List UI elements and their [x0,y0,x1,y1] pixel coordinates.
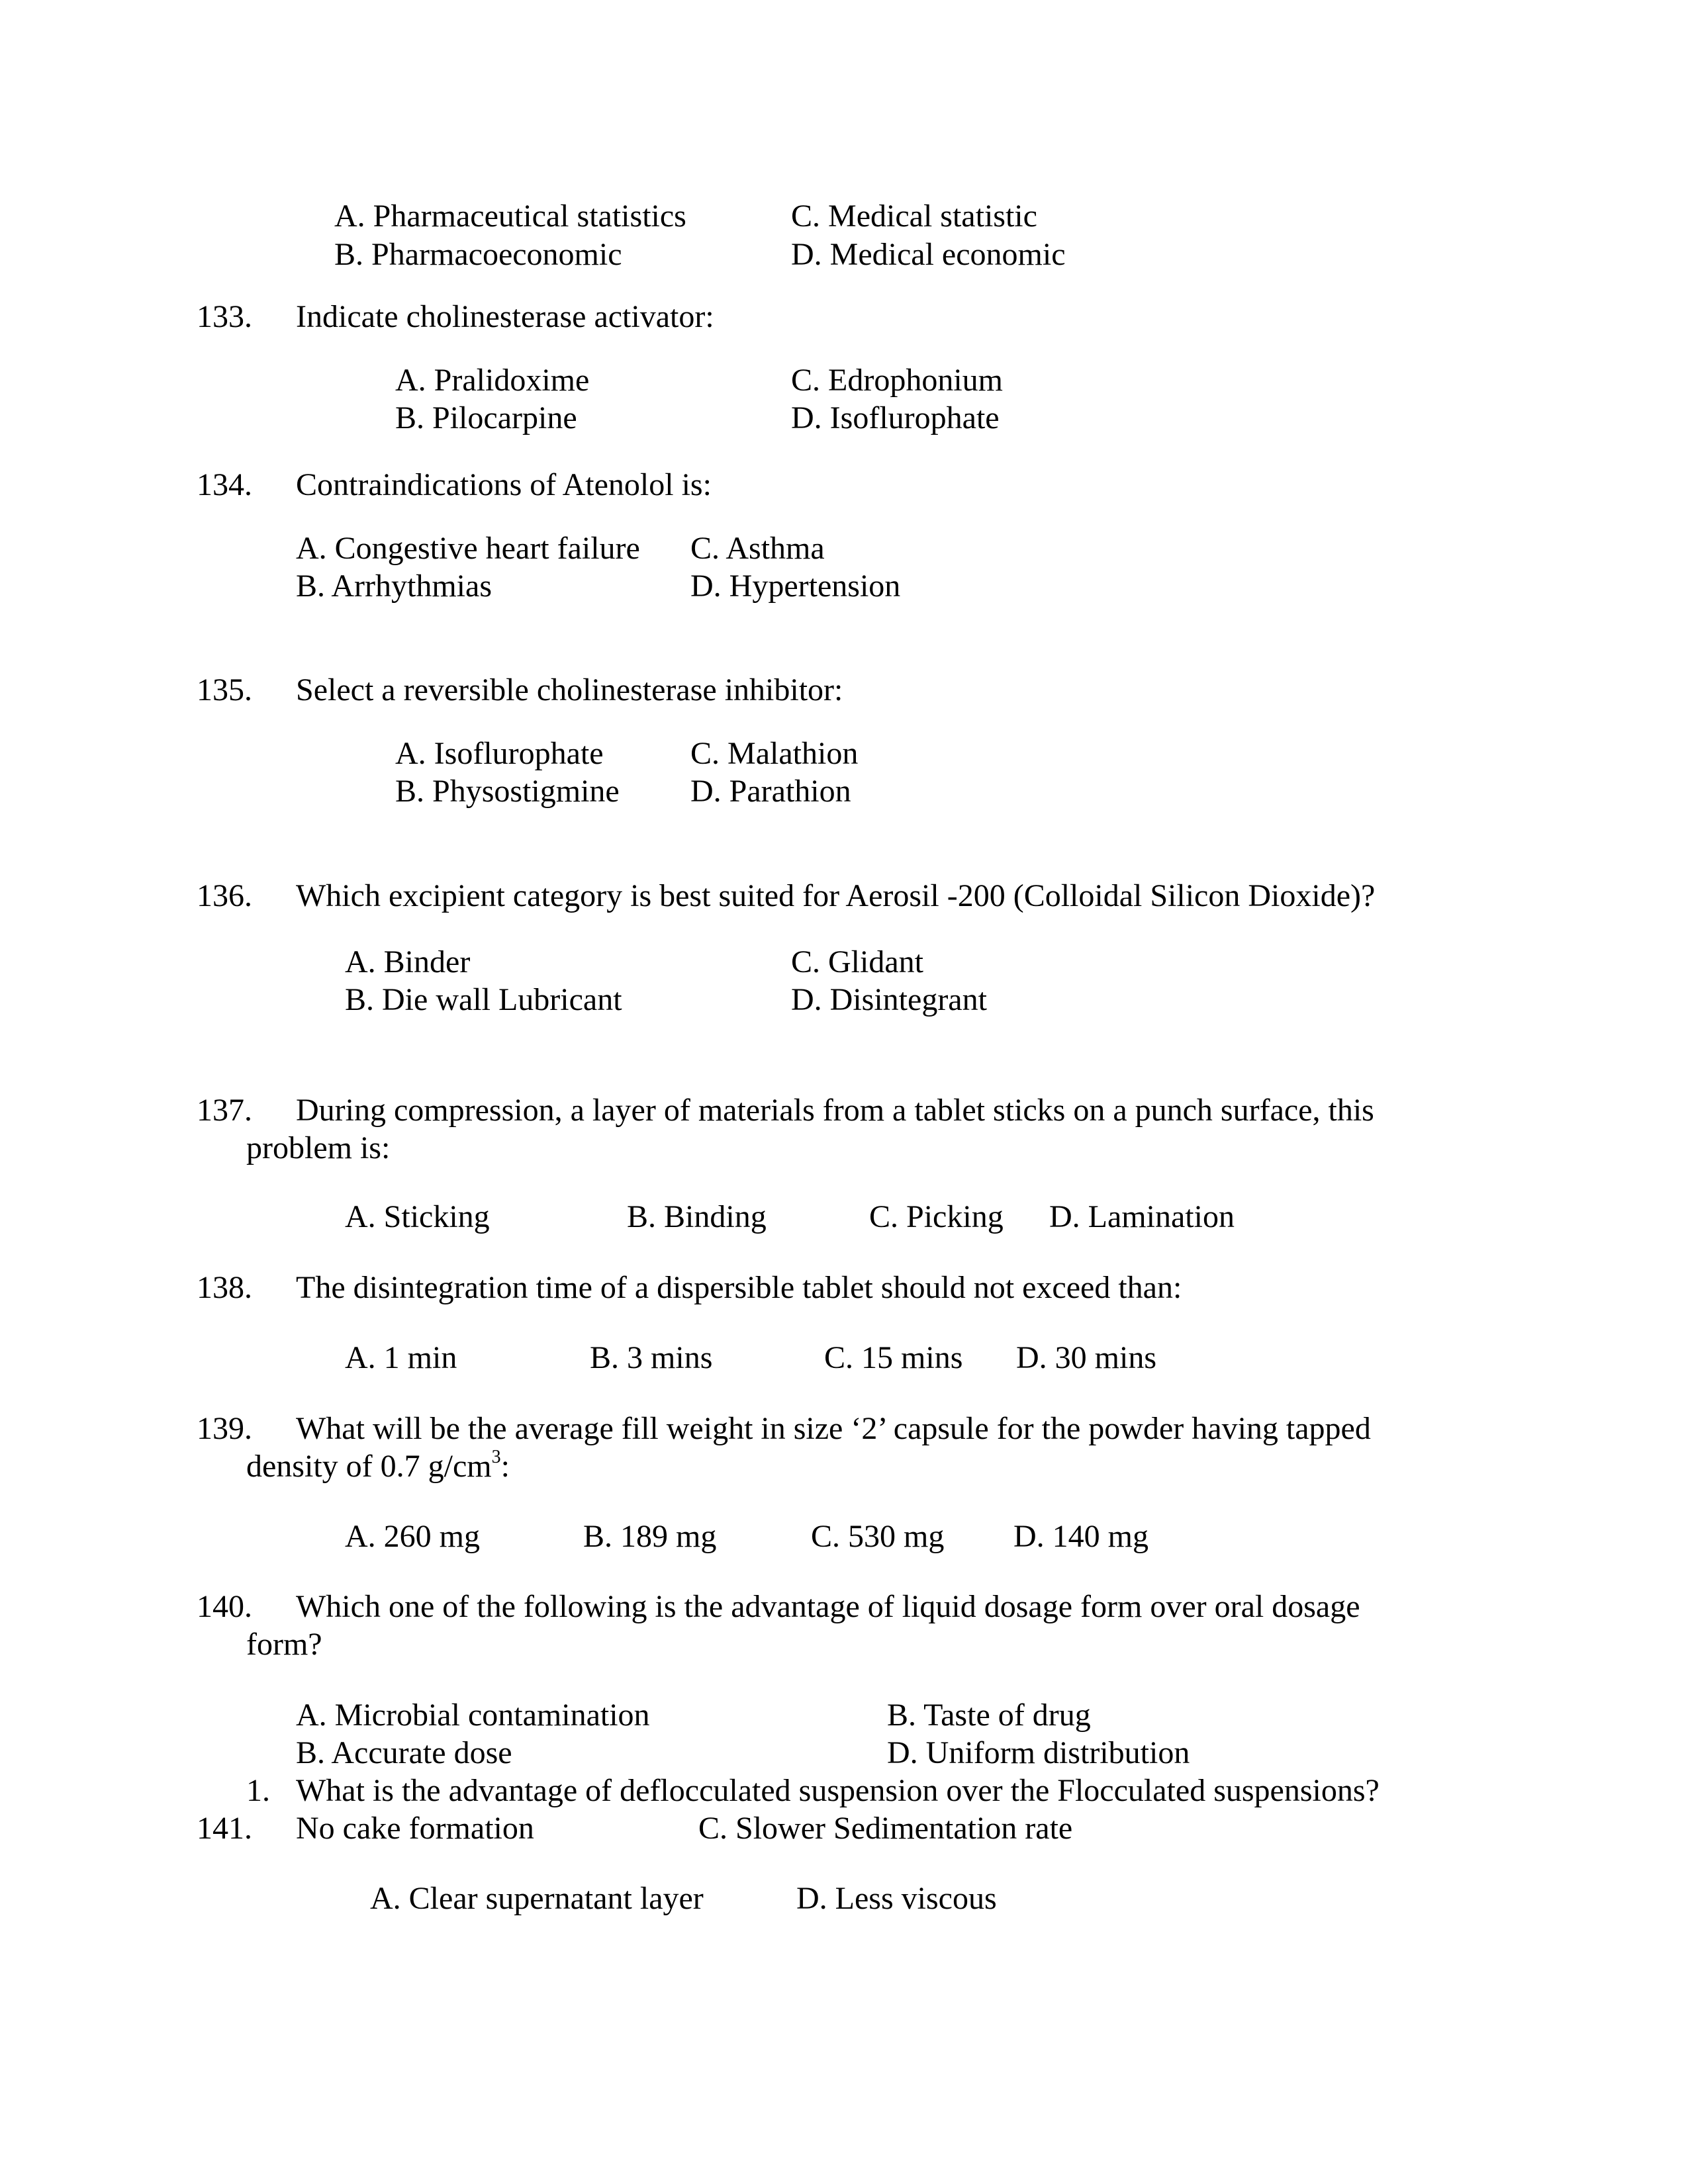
q135-option-c: C. Malathion [690,736,859,771]
q140-option-b: B. Accurate dose [296,1735,512,1770]
q135-question: Select a reversible cholinesterase inhibitor: [296,672,843,707]
q137-option-c: C. Picking [869,1199,1004,1234]
q133-option-b: B. Pilocarpine [395,400,577,435]
q140-question-line2: form? [246,1627,322,1662]
q141-option-d: D. Less viscous [796,1881,997,1916]
q133-option-a: A. Pralidoxime [395,363,590,398]
q134-option-c: C. Asthma [690,531,825,566]
q139-option-c: C. 530 mg [811,1519,945,1554]
q138-option-a: A. 1 min [345,1340,457,1375]
q132-option-b: B. Pharmacoeconomic [334,237,622,272]
q140-number: 140. [197,1589,252,1624]
q137-question-line2: problem is: [246,1130,391,1165]
q139-number: 139. [197,1411,252,1446]
q139-question-line2: density of 0.7 $g/cm^3$: [246,1447,510,1484]
q136-option-d: D. Disintegrant [791,982,987,1017]
q139-option-a: A. 260 mg [345,1519,480,1554]
q138-number: 138. [197,1270,252,1305]
q137-option-a: A. Sticking [345,1199,490,1234]
q141-option-b: No cake formation [296,1811,534,1846]
q133-option-d: D. Isoflurophate [791,400,1000,435]
q141-option-a: A. Clear supernatant layer [370,1881,704,1916]
q134-option-d: D. Hypertension [690,569,901,604]
q141-option-c: C. Slower Sedimentation rate [698,1811,1073,1846]
q137-option-d: D. Lamination [1049,1199,1235,1234]
q138-option-d: D. 30 mins [1016,1340,1157,1375]
q134-option-b: B. Arrhythmias [296,569,492,604]
q135-option-b: B. Physostigmine [395,774,620,809]
q140-question-line1: Which one of the following is the advantage of liquid dosage form over oral dosage [296,1589,1360,1624]
q140-option-d: D. Uniform distribution [887,1735,1190,1770]
q133-number: 133. [197,299,252,334]
q132-option-d: D. Medical economic [791,237,1066,272]
q134-question: Contraindications of Atenolol is: [296,467,712,502]
q138-option-b: B. 3 mins [590,1340,713,1375]
q134-option-a: A. Congestive heart failure [296,531,640,566]
q141-question: What is the advantage of deflocculated suspension over the Flocculated suspensions? [296,1773,1380,1808]
q137-question-line1: During compression, a layer of materials from a tablet sticks on a punch surface, this [296,1093,1374,1128]
q139-option-d: D. 140 mg [1013,1519,1149,1554]
q133-option-c: C. Edrophonium [791,363,1003,398]
q135-number: 135. [197,672,252,707]
q140-option-a: A. Microbial contamination [296,1698,650,1733]
q132-option-c: C. Medical statistic [791,199,1037,234]
q141-list-marker: 1. [246,1773,270,1808]
q134-number: 134. [197,467,252,502]
q139-question-line1: What will be the average fill weight in size ‘2’ capsule for the powder having tapped [296,1411,1371,1446]
q139-option-b: B. 189 mg [583,1519,717,1554]
q139-superscript: 3 [491,1447,501,1467]
q141-number: 141. [197,1811,252,1846]
q137-option-b: B. Binding [627,1199,767,1234]
q132-option-a: A. Pharmaceutical statistics [334,199,686,234]
q136-question: Which excipient category is best suited for Aerosil -200 (Colloidal Silicon Dioxide)? [296,878,1376,913]
q138-option-c: C. 15 mins [824,1340,963,1375]
q133-question: Indicate cholinesterase activator: [296,299,714,334]
q137-number: 137. [197,1093,252,1128]
q136-option-a: A. Binder [345,944,471,979]
q136-number: 136. [197,878,252,913]
q138-question: The disintegration time of a dispersible tablet should not exceed than: [296,1270,1182,1305]
q140-option-b-right: B. Taste of drug [887,1698,1091,1733]
q136-option-b: B. Die wall Lubricant [345,982,622,1017]
q136-option-c: C. Glidant [791,944,923,979]
q135-option-a: A. Isoflurophate [395,736,604,771]
q135-option-d: D. Parathion [690,774,851,809]
